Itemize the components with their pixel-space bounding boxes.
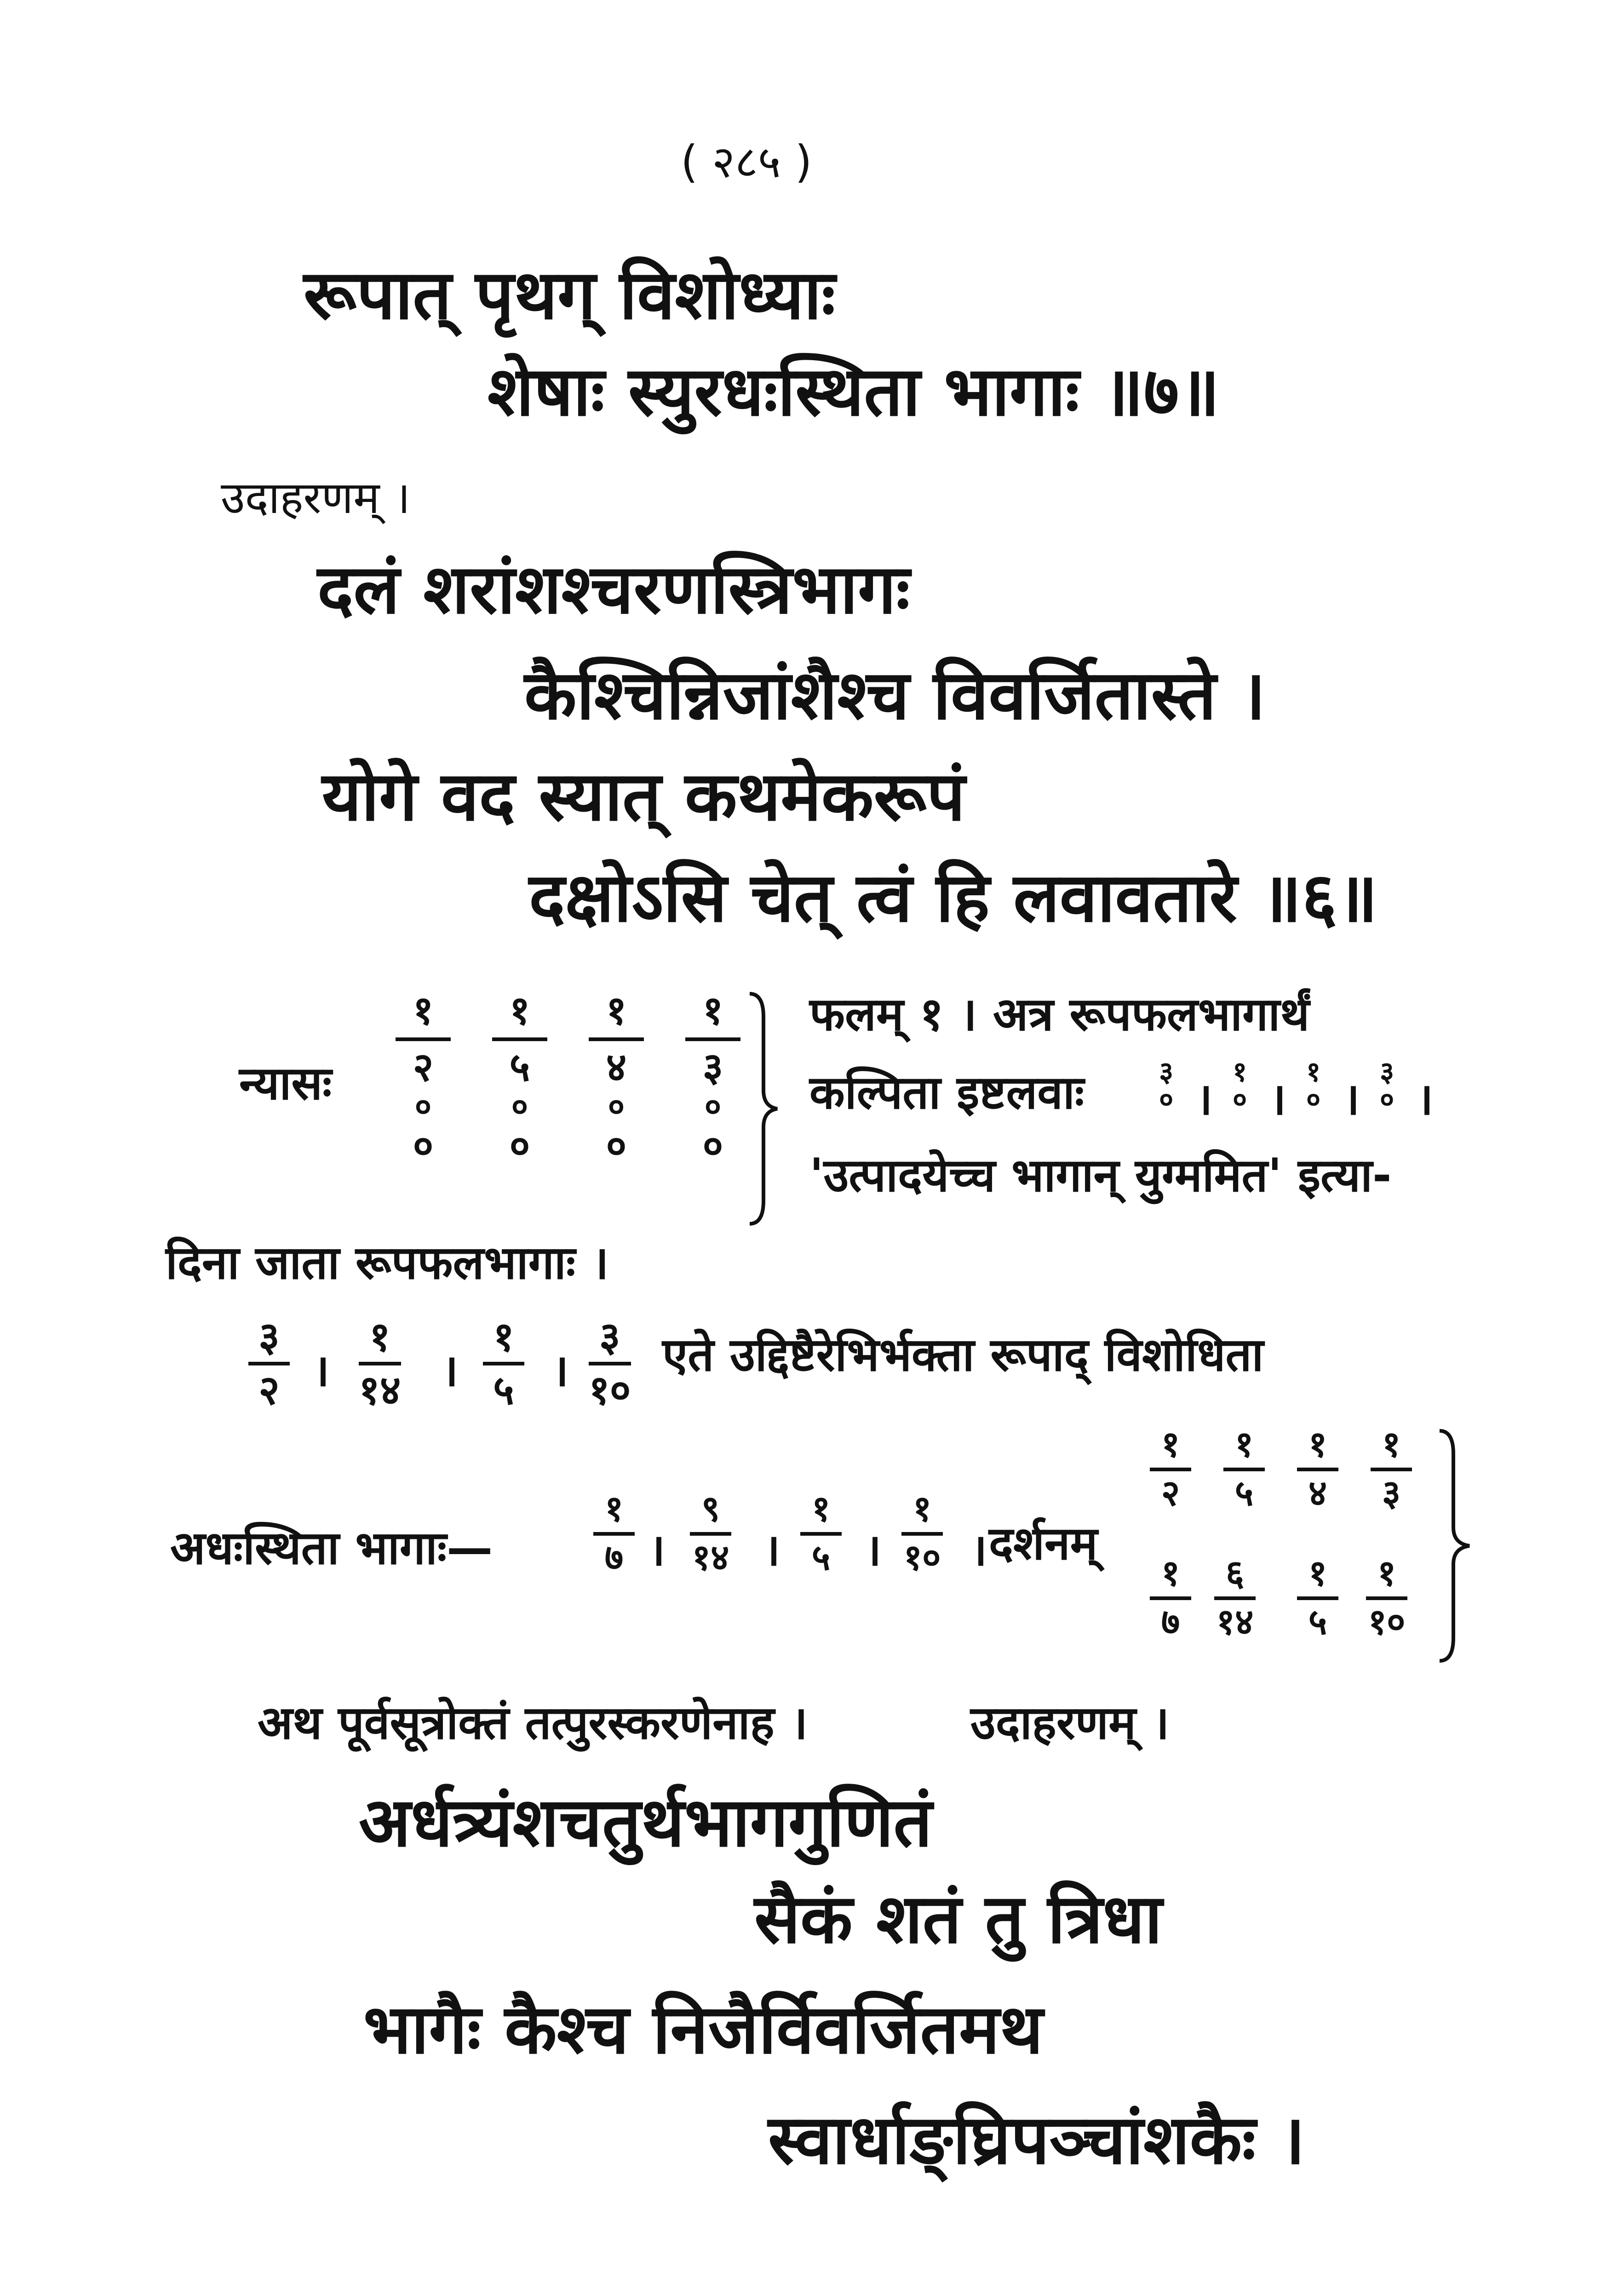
fraction-denominator: १०: [589, 1366, 631, 1414]
fraction-bar: [359, 1362, 401, 1365]
nyasa-dot-zero: ०: [414, 1088, 432, 1126]
rupa-phala-fraction: [589, 1313, 631, 1414]
fraction-bar: [593, 1532, 635, 1536]
fraction-numerator: १: [811, 1488, 831, 1530]
fraction-denominator: २: [1161, 1472, 1180, 1514]
danda: ।: [970, 1524, 987, 1576]
adhah-fraction: [690, 1488, 731, 1578]
nyasa-column: [589, 989, 644, 1168]
verse2-line4: दक्षोऽसि चेत् त्वं हि लवावतारे ॥६॥: [529, 858, 1378, 937]
danda: ।: [1269, 1073, 1286, 1125]
danda: ।: [1417, 1073, 1434, 1125]
fraction-denominator: ७: [1161, 1601, 1180, 1643]
istalava-den: ०: [1380, 1083, 1394, 1116]
nyasa-column: [492, 989, 547, 1168]
fraction-bar: [483, 1362, 524, 1365]
fraction-bar: [1214, 1596, 1256, 1600]
fraction-bar: [1223, 1468, 1265, 1471]
nyasa-numerator: १: [413, 988, 434, 1034]
fraction-bar: [589, 1037, 644, 1041]
nyasa-zero: ०: [606, 1123, 627, 1169]
fraction-bar: [589, 1362, 631, 1365]
darshanam-top-fraction: [1297, 1426, 1338, 1513]
istalava-den: ०: [1306, 1083, 1321, 1116]
fraction-denominator: १०: [903, 1537, 941, 1578]
page-number: ( २८५ ): [681, 136, 812, 188]
nyasa-denominator: ५: [509, 1044, 530, 1090]
fraction-bar: [396, 1037, 451, 1041]
adhah-fraction: [593, 1488, 635, 1578]
verse2-line2: कैश्चिन्निजांशैश्च विवर्जितास्ते ।: [524, 656, 1266, 735]
fraction-denominator: ५: [493, 1366, 514, 1414]
danda: ।: [552, 1345, 569, 1396]
fraction-numerator: १: [1382, 1424, 1401, 1465]
nyasa-numerator: १: [702, 988, 723, 1034]
istalava-num: ३: [1380, 1056, 1394, 1088]
verse3-line1: अर्धत्र्यंशचतुर्थभागगुणितं: [359, 1783, 932, 1862]
udaharanam-label-2: उदाहरणम् ।: [970, 1696, 1170, 1750]
nyasa-column: [396, 989, 451, 1168]
fraction-numerator: १: [369, 1313, 390, 1360]
continuation-line: दिना जाता रूपफलभागाः ।: [166, 1236, 609, 1290]
nyasa-denominator: ३: [702, 1044, 723, 1090]
istalava-den: ०: [1159, 1083, 1174, 1116]
darshanam-label: दर्शनम्: [989, 1516, 1098, 1570]
istalava-num: १: [1306, 1056, 1321, 1088]
fraction-numerator: ३: [599, 1313, 620, 1360]
fraction-numerator: १: [1161, 1424, 1180, 1465]
danda: ।: [442, 1345, 459, 1396]
nyasa-zero: ०: [702, 1123, 723, 1169]
verse3-line3: भागैः कैश्च निजैर्विवर्जितमथ: [363, 1990, 1043, 2069]
fraction-numerator: ९: [701, 1488, 720, 1530]
istalava-num: १: [1233, 1056, 1247, 1088]
nyasa-right-line1: फलम् १ । अत्र रूपफलभागार्थं: [809, 987, 1310, 1041]
danda: ।: [1343, 1073, 1360, 1125]
fraction-bar: [492, 1037, 547, 1041]
verse1-line1: रूपात् पृथग् विशोध्याः: [304, 255, 836, 334]
fraction-bar: [901, 1532, 943, 1536]
rupa-phala-text: एते उद्दिष्टैरेभिर्भक्ता रूपाद् विशोधिता: [662, 1328, 1264, 1382]
nyasa-dot-zero: ०: [608, 1088, 625, 1126]
rupa-phala-fraction: [483, 1313, 524, 1414]
nyasa-zero: ०: [509, 1123, 530, 1169]
fraction-numerator: १: [1377, 1553, 1396, 1594]
fraction-bar: [800, 1532, 842, 1536]
darshanam-bottom-fraction: [1150, 1555, 1191, 1642]
fraction-denominator: ४: [1308, 1472, 1327, 1514]
istalava-fraction: [1159, 1056, 1174, 1116]
nyasa-dot-zero: ०: [511, 1088, 528, 1126]
intro-line: अथ पूर्वसूत्रोक्तं तत्पुरस्करणेनाह ।: [258, 1696, 808, 1750]
fraction-numerator: ६: [1225, 1553, 1245, 1594]
nyasa-denominator: ४: [606, 1044, 627, 1090]
fraction-bar: [685, 1037, 740, 1041]
fraction-bar: [1150, 1596, 1191, 1600]
darshanam-brace: [1435, 1426, 1476, 1665]
fraction-bar: [1297, 1596, 1338, 1600]
curly-brace: [745, 989, 782, 1228]
darshanam-bottom-fraction: [1214, 1555, 1256, 1642]
verse2-line3: योगे वद स्यात् कथमेकरूपं: [322, 757, 965, 836]
istalava-fraction: [1233, 1056, 1247, 1116]
nyasa-label: न्यासः: [239, 1056, 332, 1110]
adhah-label: अधःस्थिता भागाः—: [170, 1521, 493, 1575]
fraction-denominator: ५: [1234, 1472, 1254, 1514]
rupa-phala-fraction: [248, 1313, 290, 1414]
fraction-bar: [690, 1532, 731, 1536]
fraction-denominator: ५: [811, 1537, 831, 1578]
verse3-line4: स्वार्धाङ्घ्रिपञ्चांशकैः ।: [768, 2100, 1305, 2179]
fraction-numerator: १: [1308, 1424, 1327, 1465]
fraction-bar: [1366, 1596, 1407, 1600]
verse2-line1: दलं शरांशश्चरणस्त्रिभागः: [317, 550, 910, 629]
nyasa-zero: ०: [413, 1123, 434, 1169]
fraction-bar: [1371, 1468, 1412, 1471]
fraction-bar: [1150, 1468, 1191, 1471]
istalava-den: ०: [1233, 1083, 1247, 1116]
verse1-line2: शेषाः स्युरधःस्थिता भागाः ॥७॥: [488, 352, 1220, 431]
fraction-numerator: १: [912, 1488, 932, 1530]
fraction-denominator: ३: [1382, 1472, 1401, 1514]
fraction-denominator: १४: [1216, 1601, 1254, 1643]
nyasa-denominator: २: [413, 1044, 434, 1090]
rupa-phala-fraction: [359, 1313, 401, 1414]
fraction-denominator: १४: [359, 1366, 401, 1414]
darshanam-top-fraction: [1371, 1426, 1412, 1513]
istalava-fraction: [1380, 1056, 1394, 1116]
fraction-numerator: १: [1308, 1553, 1327, 1594]
darshanam-top-fraction: [1223, 1426, 1265, 1513]
fraction-bar: [248, 1362, 290, 1365]
nyasa-right-line3: 'उत्पादयेच्च भागान् युग्ममित' इत्या-: [809, 1148, 1392, 1202]
fraction-bar: [1297, 1468, 1338, 1471]
nyasa-numerator: १: [509, 988, 530, 1034]
nyasa-column: [685, 989, 740, 1168]
danda: ।: [1196, 1073, 1213, 1125]
darshanam-bottom-fraction: [1366, 1555, 1407, 1642]
nyasa-dot-zero: ०: [704, 1088, 722, 1126]
fraction-denominator: ७: [604, 1537, 624, 1578]
istalava-fraction: [1306, 1056, 1321, 1116]
fraction-denominator: २: [258, 1366, 280, 1414]
istalava-num: ३: [1159, 1056, 1174, 1088]
fraction-numerator: १: [1161, 1553, 1180, 1594]
fraction-denominator: १०: [1368, 1601, 1406, 1643]
adhah-fraction: [800, 1488, 842, 1578]
fraction-numerator: १: [604, 1488, 624, 1530]
fraction-numerator: १: [1234, 1424, 1254, 1465]
udaharanam-label-1: उदाहरणम् ।: [221, 472, 411, 524]
danda: ।: [313, 1345, 330, 1396]
fraction-numerator: १: [493, 1313, 514, 1360]
nyasa-numerator: १: [606, 988, 627, 1034]
darshanam-bottom-fraction: [1297, 1555, 1338, 1642]
danda: ।: [648, 1524, 666, 1576]
adhah-fraction: [901, 1488, 943, 1578]
danda: ।: [763, 1524, 780, 1576]
danda: ।: [865, 1524, 882, 1576]
fraction-denominator: ५: [1308, 1601, 1327, 1643]
darshanam-top-fraction: [1150, 1426, 1191, 1513]
fraction-numerator: ३: [258, 1313, 280, 1360]
fraction-denominator: १४: [692, 1537, 729, 1578]
verse3-line2: सैकं शतं तु त्रिधा: [754, 1879, 1163, 1958]
nyasa-right-line2-prefix: कल्पिता इष्टलवाः: [809, 1066, 1085, 1119]
